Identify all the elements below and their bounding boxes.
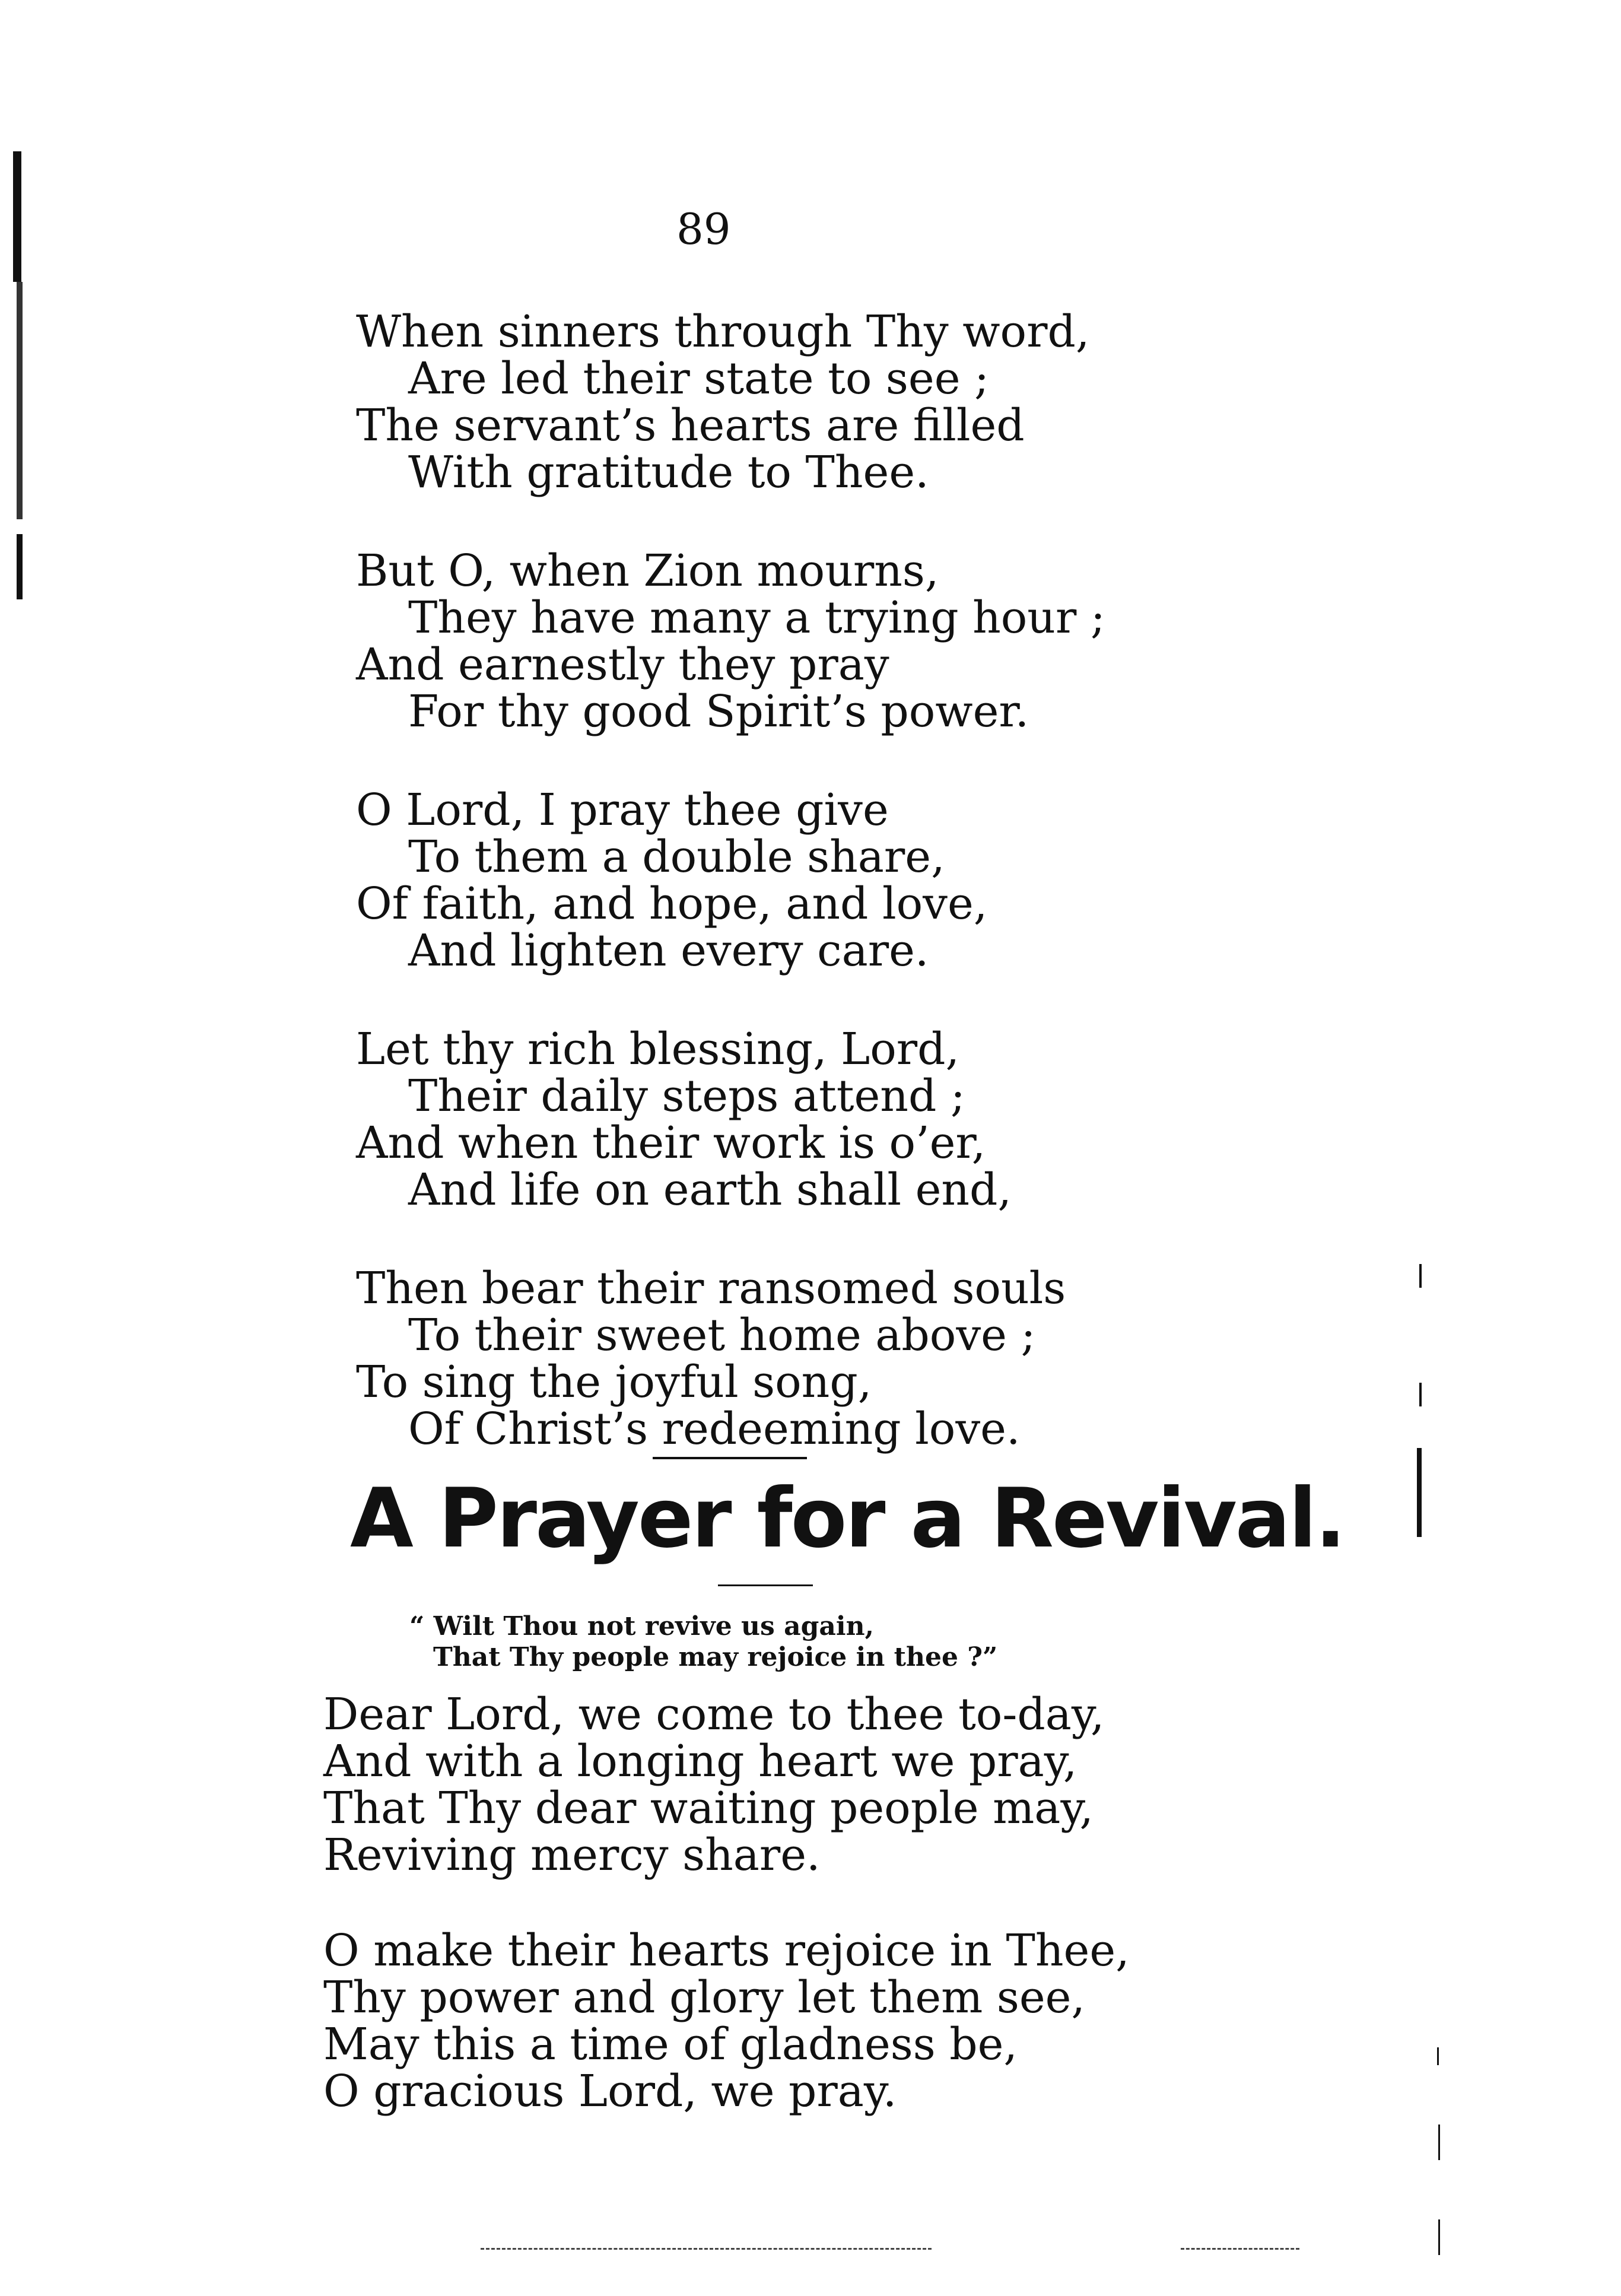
binding-edge-mark <box>13 151 21 282</box>
rule-above-title <box>653 1457 807 1459</box>
binding-edge-mark <box>17 534 23 599</box>
poem-second <box>323 1691 1154 2164</box>
footer-rule <box>1181 2248 1299 2250</box>
poem-first <box>356 306 1127 1504</box>
rule-below-title <box>718 1584 813 1586</box>
poem-line: Dear Lord, we come to thee to-day, <box>323 1689 1105 1740</box>
margin-edge-mark <box>1419 1383 1422 1406</box>
poem-line: O Lord, I pray thee give <box>356 785 889 836</box>
stanza <box>323 1691 1154 1879</box>
stanza <box>356 545 1127 737</box>
poem-line: When sinners through Thy word, <box>356 306 1090 357</box>
poem-line: To sing the joyful song, <box>356 1357 872 1408</box>
poem-line: And earnestly they pray <box>356 639 889 690</box>
stanza <box>356 1265 1127 1453</box>
poem-line: May this a time of gladness be, <box>323 2019 1018 2070</box>
stanza <box>356 1026 1127 1214</box>
stanza <box>356 306 1127 498</box>
margin-edge-mark <box>1438 2219 1440 2255</box>
poem-line: Of faith, and hope, and love, <box>356 878 988 929</box>
poem-line: And lighten every care. <box>408 925 929 976</box>
margin-edge-mark <box>1438 2124 1440 2160</box>
poem-line: O gracious Lord, we pray. <box>323 2066 897 2117</box>
binding-edge-mark <box>17 282 23 519</box>
poem-line: They have many a trying hour ; <box>408 592 1105 643</box>
margin-edge-mark <box>1419 1264 1422 1288</box>
poem-line: The servant’s hearts are filled <box>356 400 1025 451</box>
poem-line: And with a longing heart we pray, <box>323 1736 1078 1787</box>
poem-line: Thy power and glory let them see, <box>323 1972 1085 2023</box>
poem-line: Are led their state to see ; <box>408 353 989 404</box>
poem-line: To their sweet home above ; <box>408 1310 1036 1361</box>
section-title: A Prayer for a Revival. <box>350 1471 1345 1566</box>
stanza <box>323 1927 1154 2115</box>
poem-line: And life on earth shall end, <box>408 1164 1012 1215</box>
poem-line: Then bear their ransomed souls <box>356 1263 1066 1314</box>
poem-line: Let thy rich blessing, Lord, <box>356 1024 960 1075</box>
poem-line: To them a double share, <box>408 831 945 882</box>
poem-line: With gratitude to Thee. <box>408 447 929 498</box>
poem-line: Their daily steps attend ; <box>408 1071 965 1122</box>
poem-line: For thy good Spirit’s power. <box>408 686 1029 737</box>
poem-line: Of Christ’s redeeming love. <box>408 1403 1021 1455</box>
poem-line: That Thy dear waiting people may, <box>323 1783 1094 1834</box>
epigraph-line: That Thy people may rejoice in thee ?” <box>433 1642 998 1672</box>
epigraph-line: “ Wilt Thou not revive us again, <box>409 1611 874 1641</box>
epigraph <box>409 1611 1121 1673</box>
poem-line: And when their work is o’er, <box>356 1117 986 1168</box>
page-number: 89 <box>676 204 731 254</box>
poem-line: But O, when Zion mourns, <box>356 545 939 596</box>
poem-line: O make their hearts rejoice in Thee, <box>323 1925 1130 1976</box>
footer-rule <box>481 2248 932 2250</box>
poem-line: Reviving mercy share. <box>323 1830 821 1881</box>
margin-edge-mark <box>1437 2047 1439 2065</box>
margin-edge-mark <box>1417 1448 1422 1537</box>
stanza <box>356 787 1127 974</box>
